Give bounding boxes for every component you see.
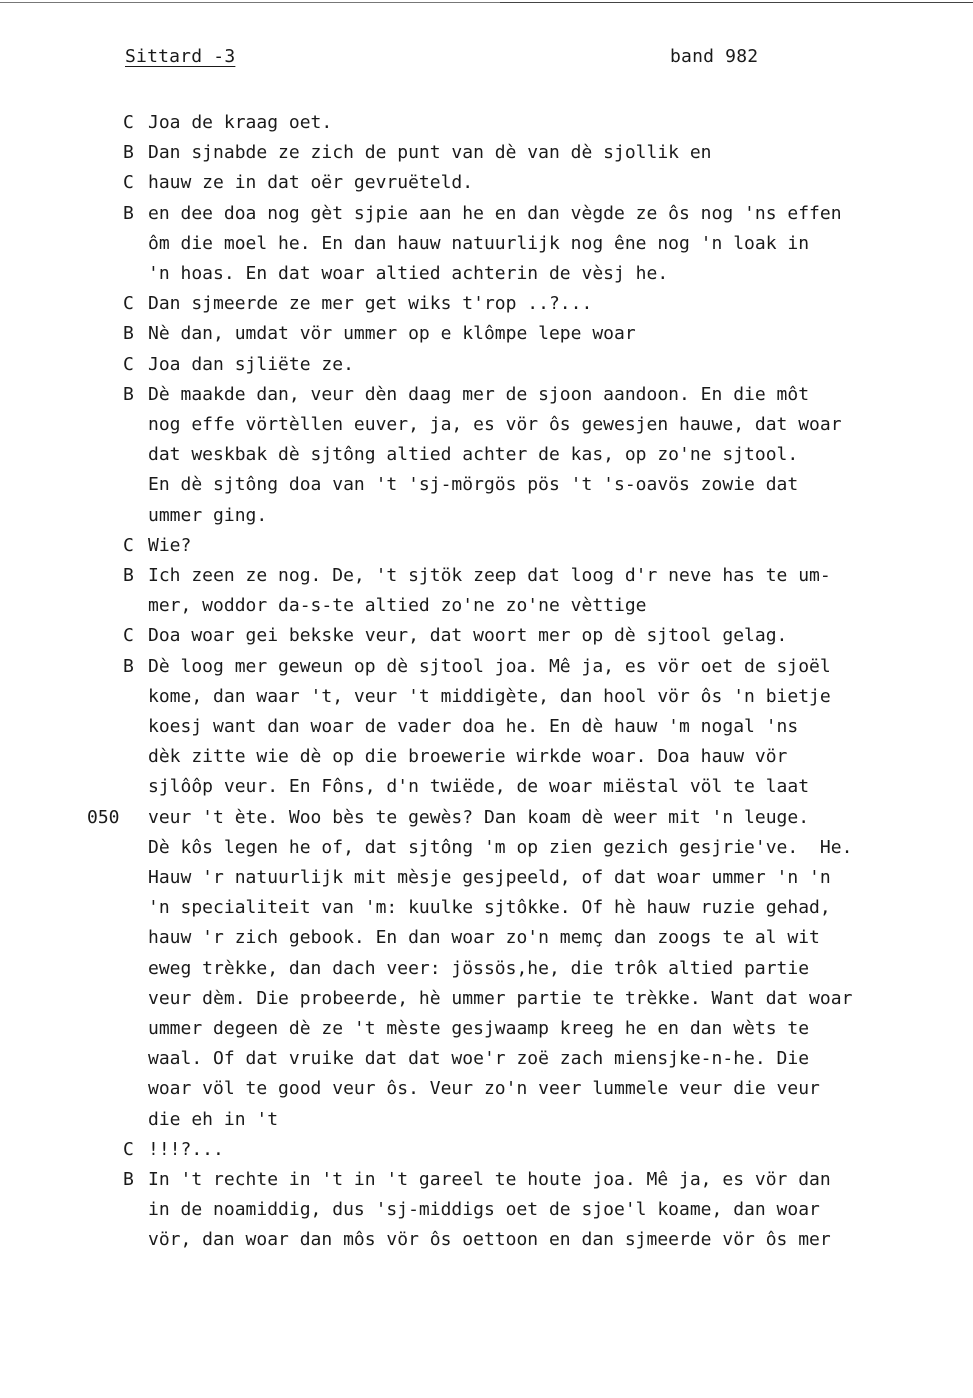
speech-block <box>148 652 958 1135</box>
speech-line: ummer ging. <box>148 504 268 526</box>
speech-block <box>148 621 958 651</box>
speech-block <box>148 108 958 138</box>
speech-line: !!!?... <box>148 1138 224 1160</box>
speaker-label: C <box>123 1138 134 1160</box>
speaker-label: C <box>123 293 134 315</box>
speech-line: Ich zeen ze nog. De, 't sjtök zeep dat loog d'r neve has te um- <box>148 565 831 586</box>
speech-line: dèk zitte wie dè op die broewerie wirkde woar. Doa hauw vör <box>148 746 788 768</box>
speech-line: Joa de kraag oet. <box>148 112 333 133</box>
speech-line: die eh in 't <box>148 1108 279 1130</box>
speaker-label: B <box>123 142 134 164</box>
speech-line: nog effe vörtèllen euver, ja, es vör ôs gewesjen hauwe, dat woar <box>148 414 842 435</box>
speech-line: dat weskbak dè sjtông altied achter de kas, op zo'ne sjtool. <box>148 444 799 466</box>
speech-block <box>148 138 958 168</box>
speech-line: hauw ze in dat oër gevruëteld. <box>148 172 474 194</box>
speech-line: mer, woddor da-s-te altied zo'ne zo'ne vèttige <box>148 595 647 617</box>
speech-block <box>148 199 958 290</box>
speaker-label: B <box>123 1169 134 1190</box>
speaker-label: B <box>123 655 134 677</box>
speech-line: ôm die moel he. En dan hauw natuurlijk nog êne nog 'n loak in <box>148 232 810 254</box>
speech-line: eweg trèkke, dan dach veer: jössös,he, die trôk altied partie <box>148 957 810 979</box>
speech-line: kome, dan waar 't, veur 't middigète, dan hool vör ôs 'n bietje <box>148 685 831 707</box>
speaker-label: C <box>123 625 134 647</box>
speech-line: En dè sjtông doa van 't 'sj-mörgös pös 't 's-oavös zowie dat <box>148 474 799 496</box>
speaker-label: B <box>123 323 134 345</box>
speech-line: Dan sjmeerde ze mer get wiks t'rop ..?... <box>148 293 593 315</box>
speech-line: 'n hoas. En dat woar altied achterin de vèsj he. <box>148 263 669 284</box>
speech-line: Doa woar gei bekske veur, dat woort mer op dè sjtool gelag. <box>148 625 788 647</box>
speech-block <box>148 1165 958 1256</box>
speaker-label: C <box>123 172 134 194</box>
speech-line: in de noamiddig, dus 'sj-middigs oet de sjoe'l koame, dan woar <box>148 1199 820 1221</box>
top-rule-right <box>500 2 973 3</box>
speech-line: Dè loog mer geweun op dè sjtool joa. Mê ja, es vör oet de sjoël <box>148 655 831 677</box>
speech-line: Dè kôs legen he of, dat sjtông 'm op zien gezich gesjrie've. He. <box>148 836 853 858</box>
tape-number: band 982 <box>670 46 759 67</box>
speaker-label: B <box>123 202 134 224</box>
speech-line: Joa dan sjliëte ze. <box>148 353 354 375</box>
speech-block <box>148 531 958 561</box>
page-title: Sittard -3 <box>125 46 236 67</box>
speaker-label: C <box>123 353 134 375</box>
speaker-label: C <box>123 112 134 133</box>
speech-block <box>148 561 958 621</box>
speech-line: koesj want dan woar de vader doa he. En dè hauw 'm nogal 'ns <box>148 716 799 737</box>
speech-block <box>148 350 958 380</box>
speech-block <box>148 1135 958 1165</box>
speech-line: vör, dan woar dan môs vör ôs oettoon en dan sjmeerde vör ôs mer <box>148 1229 831 1251</box>
speech-line: veur 't ète. Woo bès te gewès? Dan koam dè weer mit 'n leuge. <box>148 806 810 828</box>
speaker-label: C <box>123 534 134 556</box>
speech-line: Nè dan, umdat vör ummer op e klômpe lepe woar <box>148 323 636 345</box>
speech-block <box>148 168 958 198</box>
speech-line: 'n specialiteit van 'm: kuulke sjtôkke. Of hè hauw ruzie gehad, <box>148 897 831 919</box>
speaker-label: B <box>123 383 134 405</box>
speech-line: Hauw 'r natuurlijk mit mèsje gesjpeeld, of dat woar ummer 'n 'n <box>148 867 831 889</box>
speech-line: hauw 'r zich gebook. En dan woar zo'n memç dan zoogs te al wit <box>148 927 820 949</box>
speech-line: sjlôôp veur. En Fôns, d'n twiëde, de woar miëstal völ te laat <box>148 776 810 798</box>
speech-line: en dee doa nog gèt sjpie aan he en dan vègde ze ôs nog 'ns effen <box>148 202 842 224</box>
speech-line: Dè maakde dan, veur dèn daag mer de sjoon aandoon. En die môt <box>148 383 810 405</box>
speech-line: Wie? <box>148 534 192 556</box>
speech-line: woar völ te good veur ôs. Veur zo'n veer lummele veur die veur <box>148 1078 820 1100</box>
speech-line: In 't rechte in 't in 't gareel te houte joa. Mê ja, es vör dan <box>148 1169 831 1190</box>
tape-counter-mark: 050 <box>87 806 120 828</box>
speech-line: waal. Of dat vruike dat dat woe'r zoë zach miensjke-n-he. Die <box>148 1048 810 1070</box>
speech-block <box>148 319 958 349</box>
speech-line: Dan sjnabde ze zich de punt van dè van dè sjollik en <box>148 142 712 164</box>
speech-line: ummer degeen dè ze 't mèste gesjwaamp kreeg he en dan wèts te <box>148 1018 810 1040</box>
speech-line: veur dèm. Die probeerde, hè ummer partie te trèkke. Want dat woar <box>148 987 853 1009</box>
speech-block <box>148 380 958 531</box>
speaker-label: B <box>123 565 134 586</box>
speech-block <box>148 289 958 319</box>
